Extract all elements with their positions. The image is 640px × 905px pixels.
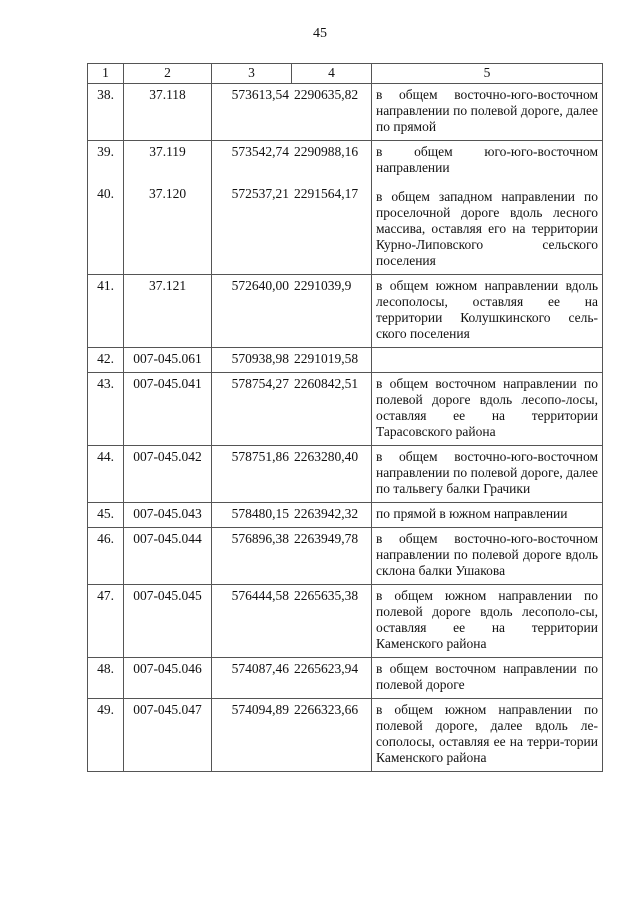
page-number: 45 (313, 26, 327, 41)
coordinate-y: 2291019,58 (292, 348, 372, 373)
row-number: 46. (88, 528, 124, 585)
direction-description-cell (372, 141, 603, 275)
boundary-points-table (87, 63, 603, 772)
coordinate-y: 2291039,9 (292, 275, 372, 348)
row-number: 40. (97, 186, 114, 201)
direction-description: в общем южном направлении вдоль лесополосы, оставляя ее на территории Колушкинского сель-ского поселения (372, 275, 603, 348)
row-number: 42. (88, 348, 124, 373)
table-header-row (88, 64, 603, 84)
direction-description: в общем восточно-юго-восточном направлении по полевой дороге, далее по прямой (372, 84, 603, 141)
table-row (88, 699, 603, 772)
row-number: 39. (97, 144, 114, 159)
coordinate-x: 576444,58 (212, 585, 292, 658)
coordinate-y: 2260842,51 (292, 373, 372, 446)
row-number: 45. (88, 503, 124, 528)
table-row (88, 84, 603, 141)
column-header: 4 (292, 64, 372, 84)
point-code: 007-045.044 (124, 528, 212, 585)
row-number: 38. (88, 84, 124, 141)
direction-description: в общем южном направлении по полевой дороге, далее вдоль ле-сополосы, оставляя ее на терри-тории Каменского района (372, 699, 603, 772)
row-number-cell (88, 141, 124, 275)
point-code: 007-045.046 (124, 658, 212, 699)
coordinate-y: 2265623,94 (292, 658, 372, 699)
point-code-cell (124, 141, 212, 275)
coordinate-x: 574087,46 (212, 658, 292, 699)
point-code: 007-045.045 (124, 585, 212, 658)
row-number: 43. (88, 373, 124, 446)
table-row (88, 141, 603, 275)
row-number: 48. (88, 658, 124, 699)
row-number: 47. (88, 585, 124, 658)
table-row (88, 373, 603, 446)
coordinate-y: 2266323,66 (292, 699, 372, 772)
coordinate-x: 573613,54 (212, 84, 292, 141)
column-header: 1 (88, 64, 124, 84)
point-code: 007-045.047 (124, 699, 212, 772)
table-row (88, 275, 603, 348)
point-code: 37.120 (148, 186, 187, 201)
row-number: 44. (88, 446, 124, 503)
coordinate-x-cell (212, 141, 292, 275)
direction-description: по прямой в южном направлении (372, 503, 603, 528)
table-row (88, 348, 603, 373)
table-row (88, 446, 603, 503)
coordinate-x: 578480,15 (212, 503, 292, 528)
coordinate-y: 2291564,17 (294, 186, 359, 201)
direction-description: в общем восточном направлении по полевой дороге вдоль лесопо-лосы, оставляя ее на территории Тарасовского района (372, 373, 603, 446)
direction-description: в общем южном направлении по полевой дороге вдоль лесополо-сы, оставляя ее на территории Каменского района (372, 585, 603, 658)
coordinate-y-cell (292, 141, 372, 275)
coordinate-x: 574094,89 (212, 699, 292, 772)
coordinate-x: 573542,74 (231, 144, 289, 159)
coordinate-y: 2263949,78 (292, 528, 372, 585)
point-code: 37.121 (124, 275, 212, 348)
row-number: 49. (88, 699, 124, 772)
column-header: 5 (372, 64, 603, 84)
direction-description: в общем западном направлении по проселочной дороге вдоль лесного массива, оставляя его на территории Курно-Липовского сельского поселения (376, 189, 598, 268)
coordinate-x: 578751,86 (212, 446, 292, 503)
point-code: 37.118 (124, 84, 212, 141)
table-row (88, 503, 603, 528)
coordinate-x: 570938,98 (212, 348, 292, 373)
direction-description: в общем юго-юго-восточном направлении (376, 144, 598, 175)
coordinate-x: 572640,00 (212, 275, 292, 348)
point-code: 007-045.042 (124, 446, 212, 503)
point-code: 007-045.041 (124, 373, 212, 446)
table-row (88, 528, 603, 585)
table-row (88, 658, 603, 699)
direction-description: в общем восточно-юго-восточном направлении по полевой дороге вдоль склона балки Ушакова (372, 528, 603, 585)
direction-description: в общем восточно-юго-восточном направлении по полевой дороге, далее по тальвегу балки Грачики (372, 446, 603, 503)
coordinate-y: 2290635,82 (292, 84, 372, 141)
point-code: 007-045.061 (124, 348, 212, 373)
coordinate-x: 578754,27 (212, 373, 292, 446)
column-header: 2 (124, 64, 212, 84)
coordinate-y: 2263280,40 (292, 446, 372, 503)
direction-description (372, 348, 603, 373)
coordinate-y: 2290988,16 (294, 144, 359, 159)
coordinate-y: 2263942,32 (292, 503, 372, 528)
column-header: 3 (212, 64, 292, 84)
point-code: 007-045.043 (124, 503, 212, 528)
coordinate-x: 576896,38 (212, 528, 292, 585)
coordinate-y: 2265635,38 (292, 585, 372, 658)
direction-description: в общем восточном направлении по полевой дороге (372, 658, 603, 699)
row-number: 41. (88, 275, 124, 348)
table-row (88, 585, 603, 658)
coordinate-x: 572537,21 (231, 186, 289, 201)
point-code: 37.119 (149, 144, 186, 159)
